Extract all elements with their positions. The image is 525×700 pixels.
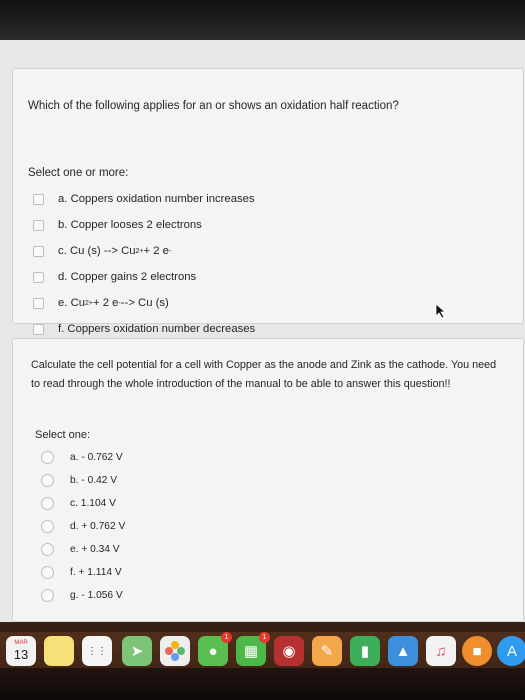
option-label-part: + 2 e <box>143 245 169 257</box>
option-letter: e. <box>58 297 68 309</box>
charge-superscript: - <box>118 299 121 307</box>
messages-icon[interactable]: ● 1 <box>198 636 228 666</box>
radio-d[interactable] <box>41 520 54 533</box>
checkbox-c[interactable] <box>33 246 44 257</box>
option-letter: f. <box>58 323 65 335</box>
option-letter: c. <box>70 498 78 509</box>
charge-superscript: 2+ <box>85 299 93 307</box>
calendar-day: 13 <box>13 647 29 662</box>
photos-flower-icon <box>164 640 186 662</box>
checkbox-a[interactable] <box>33 194 44 205</box>
option-label-part: + 2 e <box>93 297 119 309</box>
radio-e[interactable] <box>41 543 54 556</box>
maps-icon[interactable]: ➤ <box>122 636 152 666</box>
checkbox-e[interactable] <box>33 298 44 309</box>
checkbox-f[interactable] <box>33 324 44 335</box>
option-label-part: Cu (s) --> Cu <box>69 245 136 257</box>
option-label: Coppers oxidation number decreases <box>67 323 256 335</box>
option-label: Copper looses 2 electrons <box>70 219 202 231</box>
notification-badge: 1 <box>259 632 270 643</box>
option-d[interactable] <box>41 520 125 533</box>
option-letter: d. <box>58 271 68 283</box>
screen-bezel <box>0 0 525 40</box>
reminders-icon[interactable]: ⋮⋮ <box>82 636 112 666</box>
pages-icon[interactable]: ✎ <box>312 636 342 666</box>
option-letter: b. <box>70 475 79 486</box>
option-letter: e. <box>70 544 79 555</box>
option-label: 1.104 V <box>80 498 116 509</box>
option-c[interactable] <box>41 497 116 510</box>
option-g[interactable] <box>41 589 123 602</box>
mouse-pointer-icon <box>435 303 447 319</box>
facetime-icon[interactable]: ▦ 1 <box>236 636 266 666</box>
charge-superscript: - <box>168 247 172 255</box>
option-letter: a. <box>58 193 68 205</box>
option-a[interactable] <box>41 451 123 464</box>
option-label: - 1.056 V <box>81 590 123 601</box>
option-letter: g. <box>70 590 79 601</box>
radio-g[interactable] <box>41 589 54 602</box>
checkbox-b[interactable] <box>33 220 44 231</box>
option-label: + 0.762 V <box>81 521 126 532</box>
radio-c[interactable] <box>41 497 54 510</box>
photos-icon[interactable] <box>160 636 190 666</box>
option-d[interactable] <box>33 271 196 283</box>
option-letter: c. <box>58 245 67 257</box>
option-letter: b. <box>58 219 68 231</box>
question-1-text: Which of the following applies for an or shows an oxidation half reaction? <box>28 100 399 112</box>
notes-icon[interactable] <box>44 636 74 666</box>
calendar-month: MAR <box>14 640 28 646</box>
question-2-card <box>12 338 524 622</box>
option-b[interactable] <box>33 219 202 231</box>
radio-a[interactable] <box>41 451 54 464</box>
option-label: - 0.762 V <box>81 452 123 463</box>
radio-b[interactable] <box>41 474 54 487</box>
radio-f[interactable] <box>41 566 54 579</box>
option-letter: a. <box>70 452 79 463</box>
app-store-icon[interactable]: A <box>497 636 525 666</box>
option-label: + 1.114 V <box>78 567 122 578</box>
option-label-part: Cu <box>70 297 86 309</box>
option-label: Copper gains 2 electrons <box>70 271 197 283</box>
question-1-card <box>12 68 524 335</box>
question-2-prompt: Select one: <box>35 429 91 441</box>
numbers-icon[interactable]: ▮ <box>350 636 380 666</box>
keynote-icon[interactable]: ▲ <box>388 636 418 666</box>
charge-superscript: 2+ <box>135 247 144 255</box>
checkbox-d[interactable] <box>33 272 44 283</box>
option-f[interactable] <box>41 566 122 579</box>
option-c[interactable] <box>33 245 171 257</box>
books-icon[interactable]: ■ <box>462 636 492 666</box>
option-label: Coppers oxidation number increases <box>70 193 255 205</box>
browser-content <box>0 40 525 640</box>
dock <box>0 622 525 700</box>
option-e[interactable] <box>41 543 120 556</box>
option-label-part: --> Cu (s) <box>120 297 169 309</box>
option-letter: f. <box>70 567 76 578</box>
question-1-prompt: Select one or more: <box>28 167 129 179</box>
calendar-icon[interactable] <box>6 636 36 666</box>
option-f[interactable] <box>33 323 255 335</box>
option-label: - 0.42 V <box>81 475 118 486</box>
notification-badge: 1 <box>221 632 232 643</box>
option-label: + 0.34 V <box>81 544 120 555</box>
option-a[interactable] <box>33 193 255 205</box>
option-e[interactable] <box>33 297 169 309</box>
option-b[interactable] <box>41 474 117 487</box>
photo-booth-icon[interactable]: ◉ <box>274 636 304 666</box>
music-icon[interactable]: ♫ <box>426 636 456 666</box>
option-letter: d. <box>70 521 79 532</box>
question-2-text: Calculate the cell potential for a cell with Copper as the anode and Zink as the cathode. You need to read through the whole introduction of the manual to be able to answer this question!! <box>31 359 497 390</box>
